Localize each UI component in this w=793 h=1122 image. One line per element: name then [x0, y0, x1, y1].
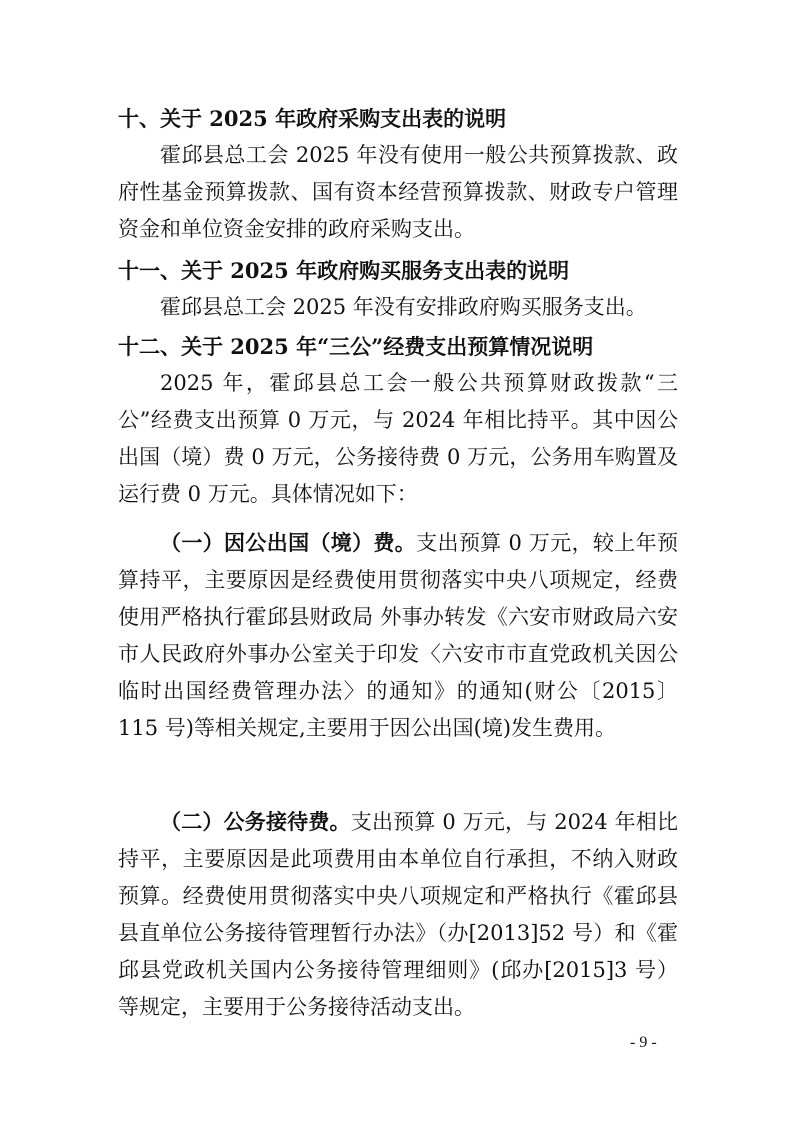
item-2-lead: （二）公务接待费。	[160, 809, 351, 834]
item-1-text: 支出预算 0 万元，较上年预算持平，主要原因是经费使用贯彻落实中央八项规定，经费使用严格执行霍邱县财政局 外事办转发《六安市财政局六安市人民政府外事办公室关于印发〈六安市市直党政机关因公临时出国经费管理办法〉的通知》的通知(财公〔2015〕115 号)等相关规定,主要用于因公出国(境)发生费用。	[118, 531, 678, 740]
item-1-lead: （一）因公出国（境）费。	[160, 530, 417, 555]
section-11-body: 霍邱县总工会 2025 年没有安排政府购买服务支出。	[160, 295, 647, 319]
section-12-heading: 十二、关于 2025 年“三公”经费支出预算情况说明	[118, 334, 594, 359]
item-2-paragraph	[118, 803, 678, 1026]
section-10-heading: 十、关于 2025 年政府采购支出表的说明	[118, 106, 507, 131]
section-10-body: 霍邱县总工会 2025 年没有使用一般公共预算拨款、政府性基金预算拨款、国有资本经营预算拨款、财政专户管理资金和单位资金安排的政府采购支出。	[118, 143, 678, 241]
item-2-text: 支出预算 0 万元，与 2024 年相比持平，主要原因是此项费用由本单位自行承担，不纳入财政预算。经费使用贯彻落实中央八项规定和严格执行《霍邱县县直单位公务接待管理暂行办法》（办[2013]52 号）和《霍邱县党政机关国内公务接待管理细则》(邱办[2015]3 号）等规定，主要用于公务接待活动支出。	[118, 810, 678, 1019]
section-11-heading: 十一、关于 2025 年政府购买服务支出表的说明	[118, 258, 570, 283]
section-12-body: 2025 年，霍邱县总工会一般公共预算财政拨款“三公”经费支出预算 0 万元，与 2024 年相比持平。其中因公出国（境）费 0 万元，公务接待费 0 万元，公务用车购置及运行费 0 万元。具体情况如下：	[118, 371, 678, 506]
item-1-paragraph	[118, 524, 678, 747]
page-number: - 9 -	[630, 1034, 657, 1051]
